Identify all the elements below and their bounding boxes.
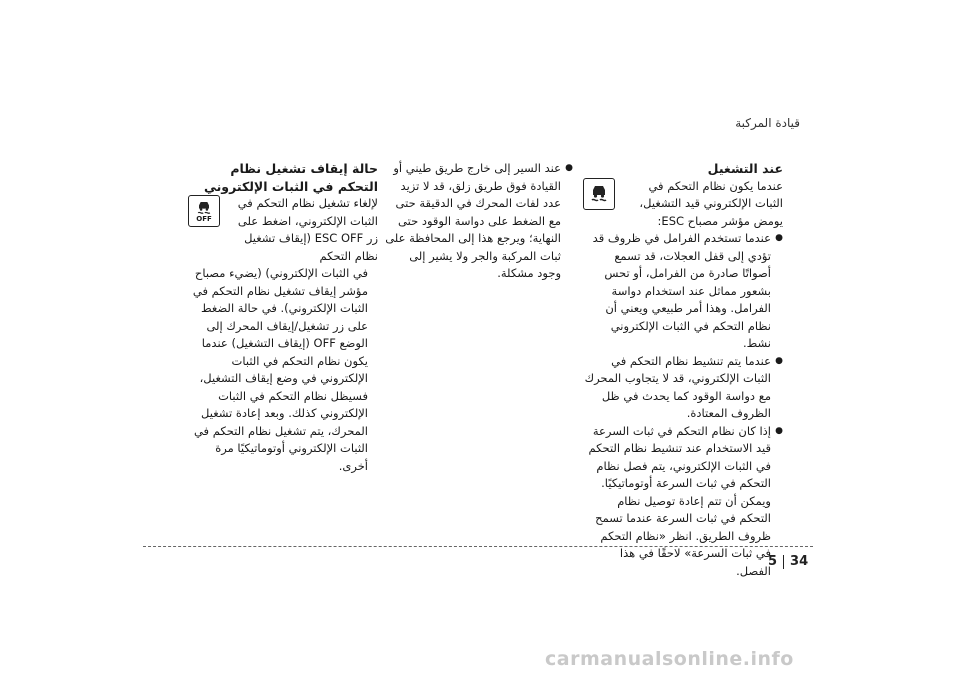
- right-column: [583, 160, 783, 580]
- bullet-item: ● عند السير إلى خارج طريق طيني أو القيادة فوق طريق زلق، قد لا تزيد عدد لفات المحرك في الدقيقة حتى مع الضغط على دواسة الوقود حتى النهاية؛ ويرجع هذا إلى المحافظة على ثبات المركبة والجر ولا يشير إلى وجود مشكلة.: [385, 160, 573, 283]
- section-heading: حالة إيقاف تشغيل نظام التحكم في الثبات الإلكتروني: [203, 161, 378, 194]
- section-title: قيادة المركبة: [735, 116, 800, 130]
- esc-indicator-icon: [583, 178, 615, 210]
- bullet-item: ● عندما تستخدم الفرامل في ظروف قد تؤدي إلى قفل العجلات، قد تسمع أصواتًا صادرة من الفرامل، أو تحس بشعور مماثل عند استخدام دواسة الفرامل. وهذا أمر طبيعي ويعني أن نظام التحكم في الثبات الإلكتروني نشط.: [583, 230, 783, 353]
- middle-column: [385, 160, 573, 283]
- page-number-value: 34: [790, 554, 809, 569]
- esc-off-text: لإلغاء تشغيل نظام التحكم في الثبات الإلكتروني، اضغط على زر ESC OFF (إيقاف تشغيل نظام التحكم: [237, 196, 378, 263]
- page-number-separator: [783, 555, 784, 569]
- bullet-item: ● إذا كان نظام التحكم في ثبات السرعة قيد الاستخدام عند تنشيط نظام التحكم في الثبات الإلكتروني، يتم فصل نظام التحكم في ثبات السرعة أوتوماتيكيًا. ويمكن أن تتم إعادة توصيل نظام التحكم في ثبات السرعة عندما تسمح ظروف الطريق. انظر «نظام التحكم في ثبات السرعة» لاحقًا في هذا الفصل.: [583, 423, 783, 581]
- esc-off-icon-label: OFF: [196, 215, 212, 223]
- left-column: [188, 160, 378, 475]
- esc-off-icon: [188, 195, 220, 227]
- page-number: [768, 554, 808, 569]
- section-heading: عند التشغيل: [707, 161, 783, 176]
- watermark-text: carmanualsonline.info: [545, 648, 794, 670]
- bullet-item: ● عندما يتم تنشيط نظام التحكم في الثبات الإلكتروني، قد لا يتجاوب المحرك مع دواسة الوقود كما يحدث في ظل الظروف المعتادة.: [583, 353, 783, 423]
- page-divider: [143, 546, 813, 547]
- esc-off-row: [188, 195, 378, 265]
- esc-indicator-row: [583, 178, 783, 231]
- chapter-number: 5: [768, 554, 778, 569]
- intro-text: عندما يكون نظام التحكم في الثبات الإلكتروني قيد التشغيل، يومض مؤشر مصباح ESC:: [639, 178, 783, 228]
- esc-off-paragraph: في الثبات الإلكتروني) (يضيء مصباح مؤشر إيقاف تشغيل نظام التحكم في الثبات الإلكتروني). في حالة الضغط على زر تشغيل/إيقاف المحرك إلى الوضع OFF (إيقاف التشغيل) عندما يكون نظام التحكم في الثبات الإلكتروني في وضع إيقاف التشغيل، فسيظل نظام التحكم في الثبات الإلكتروني كذلك. وبعد إعادة تشغيل المحرك، يتم تشغيل نظام التحكم في الثبات الإلكتروني أوتوماتيكيًا مرة أخرى.: [192, 266, 368, 473]
